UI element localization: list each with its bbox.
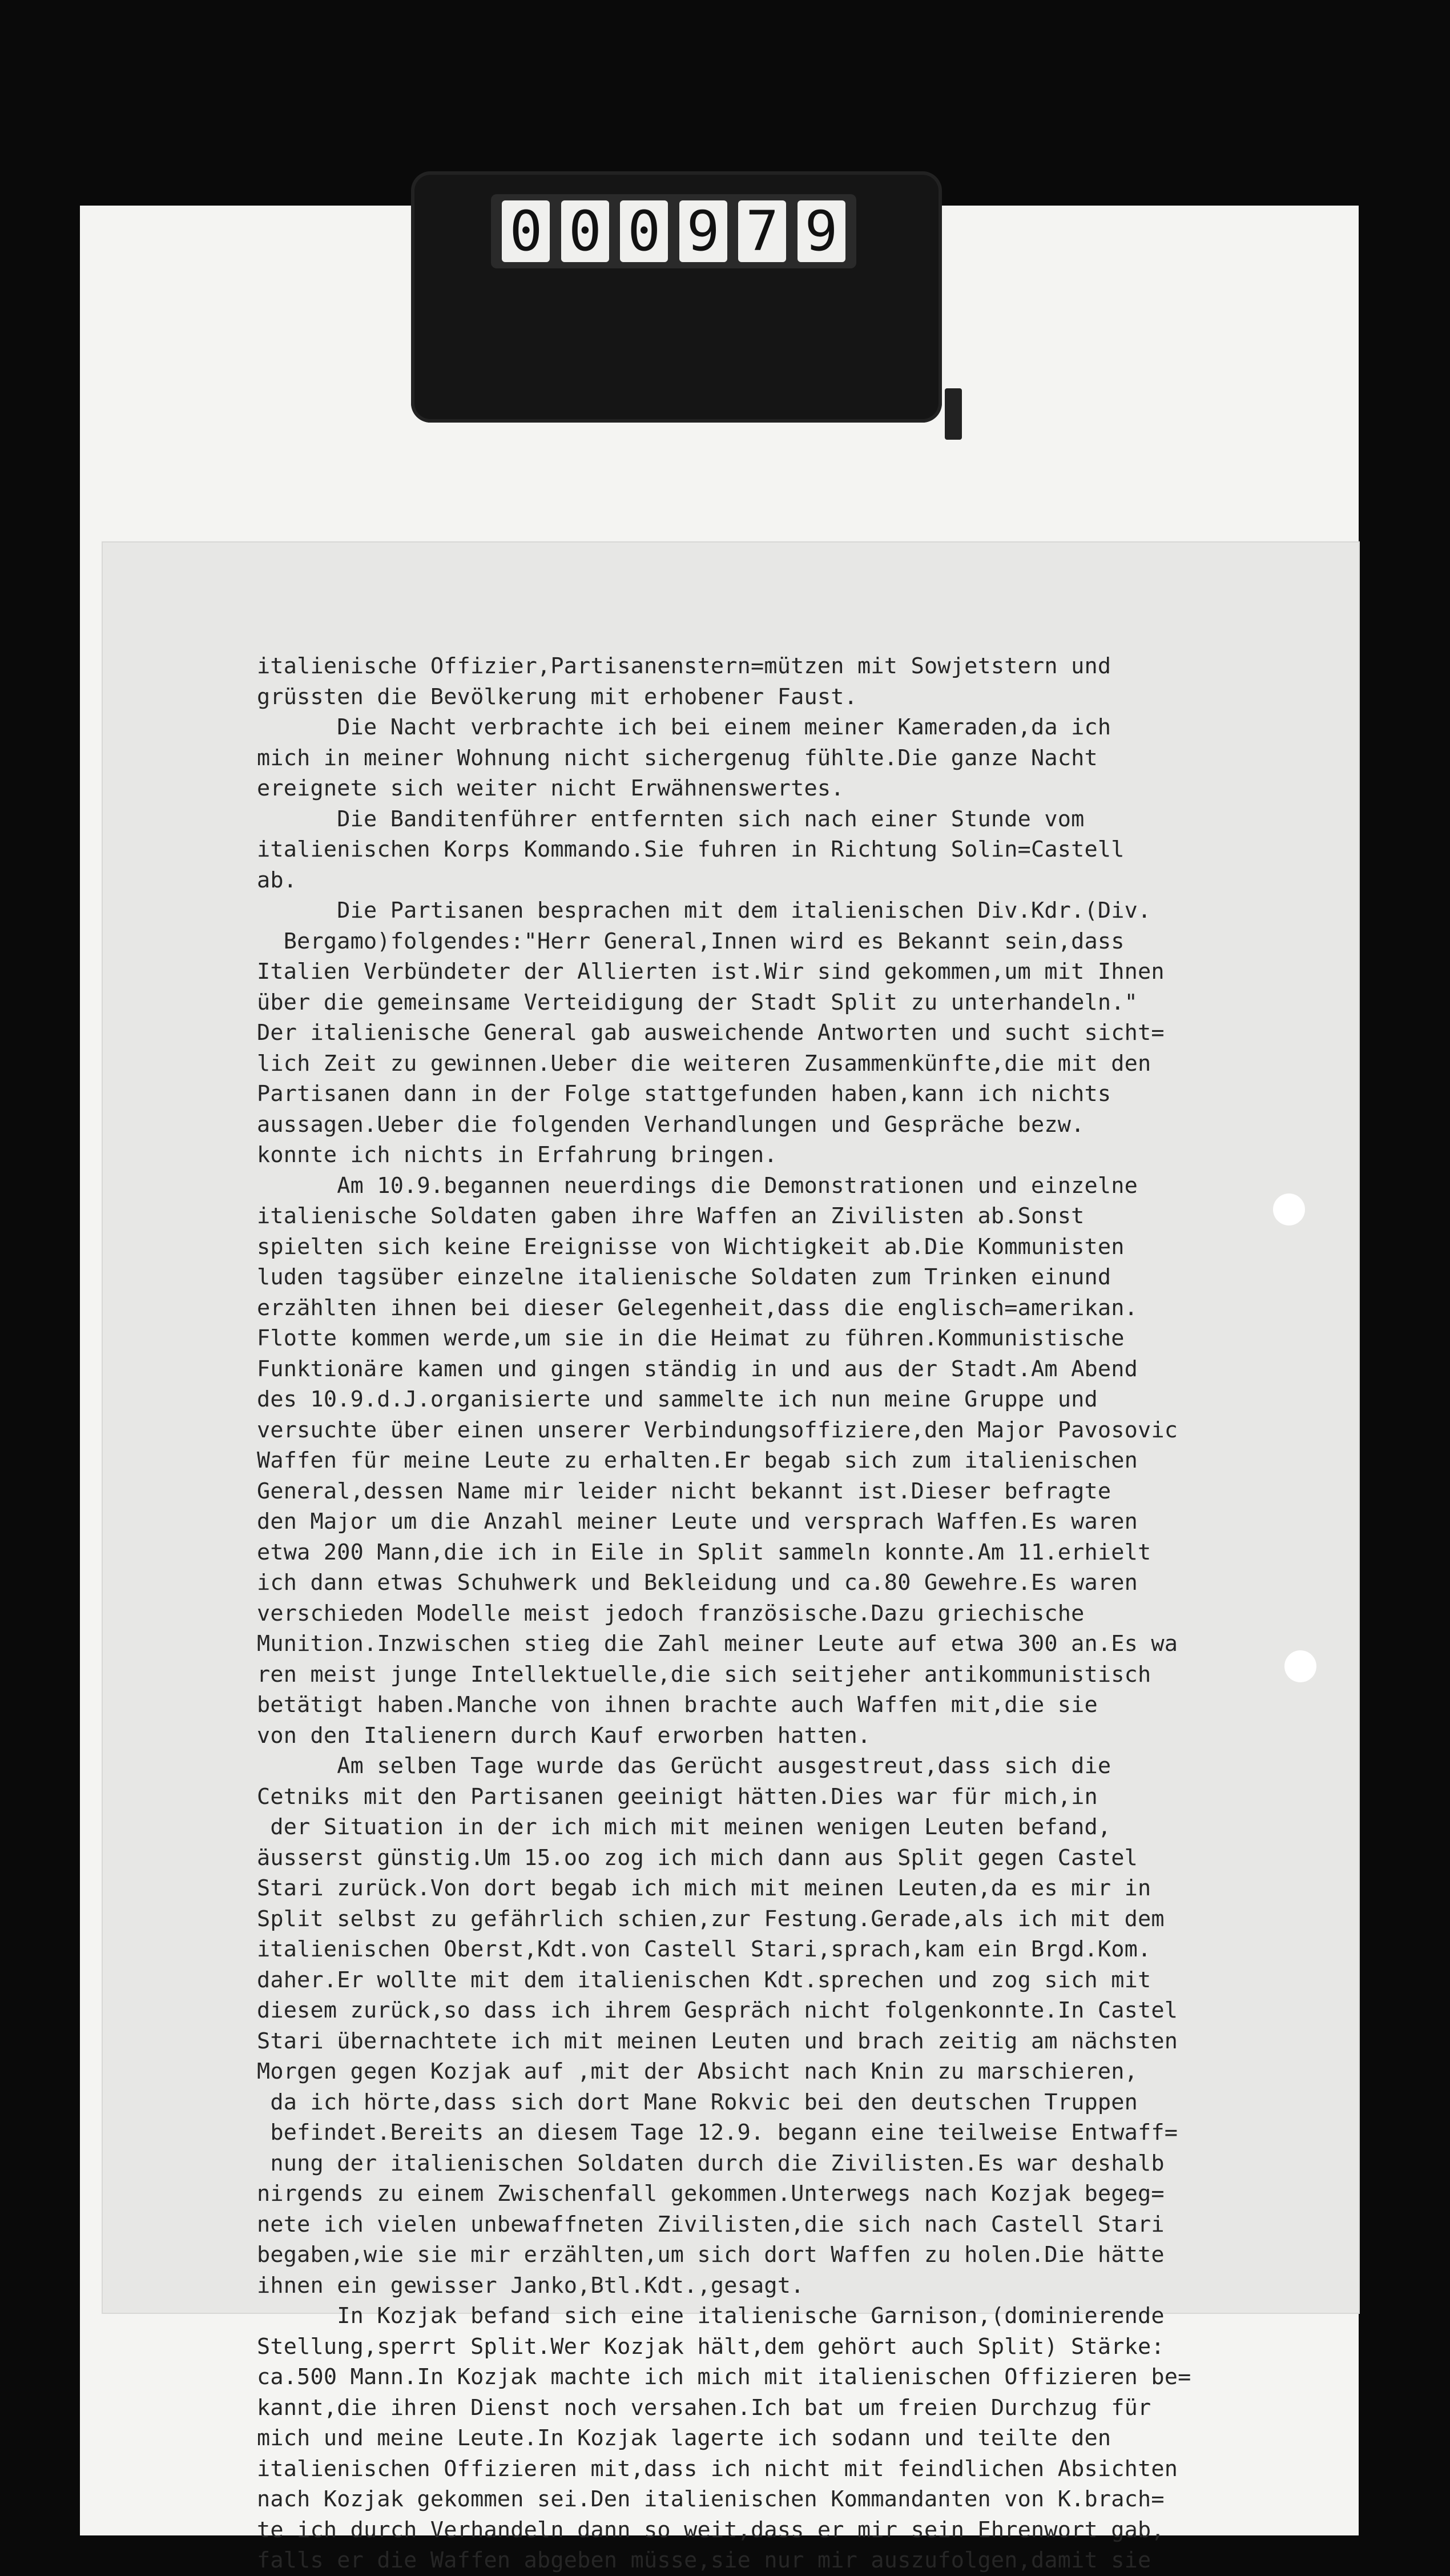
text-line: ab. — [257, 867, 297, 893]
text-line: äusserst günstig.Um 15.oo zog ich mich dann aus Split gegen Castel — [257, 1844, 1138, 1871]
text-line: Munition.Inzwischen stieg die Zahl meiner Leute auf etwa 300 an.Es wa — [257, 1631, 1178, 1657]
text-line: des 10.9.d.J.organisierte und sammelte ich nun meine Gruppe und — [257, 1387, 1098, 1412]
text-line: verschieden Modelle meist jedoch französische.Dazu griechische — [257, 1600, 1085, 1626]
counter-digit: 9 — [679, 200, 727, 262]
text-line: über die gemeinsame Verteidigung der Stadt Split zu unterhandeln." — [257, 989, 1138, 1015]
text-line: etwa 200 Mann,die ich in Eile in Split sammeln konnte.Am 11.erhielt — [257, 1539, 1151, 1565]
text-line: begaben,wie sie mir erzählten,um sich dort Waffen zu holen.Die hätte — [257, 2242, 1165, 2268]
text-line: mich in meiner Wohnung nicht sichergenug fühlte.Die ganze Nacht — [257, 745, 1098, 771]
counter-digit: 0 — [561, 200, 609, 262]
text-line: Funktionäre kamen und gingen ständig in und aus der Stadt.Am Abend — [257, 1356, 1138, 1382]
counter-digit: 7 — [738, 200, 786, 262]
text-line: Die Nacht verbrachte ich bei einem meiner Kameraden,da ich — [257, 714, 1111, 740]
text-line: versuchte über einen unserer Verbindungsoffiziere,den Major Pavosovic — [257, 1417, 1178, 1443]
text-line: italienischen Korps Kommando.Sie fuhren in Richtung Solin=Castell — [257, 837, 1125, 862]
counter-digit: 9 — [798, 200, 845, 262]
text-line: Stellung,sperrt Split.Wer Kozjak hält,dem gehört auch Split) Stärke: — [257, 2333, 1165, 2360]
counter-digit: 0 — [502, 200, 550, 262]
text-line: nirgends zu einem Zwischenfall gekommen.Unterwegs nach Kozjak begeg= — [257, 2181, 1165, 2207]
text-line: Stari übernachtete ich mit meinen Leuten und brach zeitig am nächsten — [257, 2028, 1178, 2054]
typewritten-page — [103, 542, 1359, 2573]
text-line: erzählten ihnen bei dieser Gelegenheit,dass die englisch=amerikan. — [257, 1295, 1138, 1321]
text-line: italienischen Oberst,Kdt.von Castell Stari,sprach,kam ein Brgd.Kom. — [257, 1936, 1151, 1962]
text-line: Waffen für meine Leute zu erhalten.Er begab sich zum italienischen — [257, 1448, 1138, 1473]
text-line: In Kozjak befand sich eine italienische Garnison,(dominierende — [257, 2303, 1165, 2329]
text-line: den Major um die Anzahl meiner Leute und versprach Waffen.Es waren — [257, 1509, 1138, 1534]
text-line: daher.Er wollte mit dem italienischen Kdt.sprechen und zog sich mit — [257, 1967, 1151, 1993]
text-line: ca.500 Mann.In Kozjak machte ich mich mit italienischen Offizieren be= — [257, 2364, 1191, 2390]
text-line: konnte ich nichts in Erfahrung bringen. — [257, 1142, 778, 1168]
text-line: italienischen Offizieren mit,dass ich nicht mit feindlichen Absichten — [257, 2456, 1178, 2482]
text-line: Partisanen dann in der Folge stattgefunden haben,kann ich nichts — [257, 1081, 1111, 1107]
text-line: ereignete sich weiter nicht Erwähnenswertes. — [257, 775, 844, 801]
text-line: ren meist junge Intellektuelle,die sich seitjeher antikommunistisch — [257, 1661, 1151, 1687]
text-line: nung der italienischen Soldaten durch die Zivilisten.Es war deshalb — [257, 2150, 1165, 2176]
text-line: Flotte kommen werde,um sie in die Heimat zu führen.Kommunistische — [257, 1325, 1125, 1351]
frame-counter-display — [491, 194, 856, 268]
text-line: Stari zurück.Von dort begab ich mich mit meinen Leuten,da es mir in — [257, 1875, 1151, 1901]
text-line: ihnen ein gewisser Janko,Btl.Kdt.,gesagt. — [257, 2272, 804, 2298]
text-line: der Situation in der ich mich mit meinen wenigen Leuten befand, — [257, 1814, 1111, 1840]
text-line: te ich durch Verhandeln dann so weit,dass er mir sein Ehrenwort gab, — [257, 2517, 1165, 2543]
text-line: italienische Soldaten gaben ihre Waffen an Zivilisten ab.Sonst — [257, 1203, 1085, 1229]
text-line: Italien Verbündeter der Allierten ist.Wir sind gekommen,um mit Ihnen — [257, 959, 1165, 984]
text-line: Der italienische General gab ausweichende Antworten und sucht sicht= — [257, 1020, 1165, 1046]
text-line: Am 10.9.begannen neuerdings die Demonstrationen und einzelne — [257, 1172, 1138, 1199]
frame-counter-device — [411, 171, 942, 423]
text-line: ich dann etwas Schuhwerk und Bekleidung und ca.80 Gewehre.Es waren — [257, 1570, 1138, 1596]
punch-hole — [1273, 1193, 1305, 1225]
text-line: Die Banditenführer entfernten sich nach einer Stunde vom — [257, 806, 1085, 832]
text-line: Am selben Tage wurde das Gerücht ausgestreut,dass sich die — [257, 1753, 1111, 1779]
text-line: General,dessen Name mir leider nicht bekannt ist.Dieser befragte — [257, 1478, 1111, 1504]
text-line: von den Italienern durch Kauf erworben hatten. — [257, 1722, 871, 1749]
counter-knob — [945, 388, 962, 440]
text-line: spielten sich keine Ereignisse von Wichtigkeit ab.Die Kommunisten — [257, 1233, 1125, 1260]
text-line: Split selbst zu gefährlich schien,zur Festung.Gerade,als ich mit dem — [257, 1906, 1165, 1932]
text-line: grüssten die Bevölkerung mit erhobener Faust. — [257, 684, 858, 710]
text-line: aussagen.Ueber die folgenden Verhandlungen und Gespräche bezw. — [257, 1111, 1085, 1138]
text-line: da ich hörte,dass sich dort Mane Rokvic bei den deutschen Truppen — [257, 2089, 1138, 2115]
text-line: nach Kozjak gekommen sei.Den italienischen Kommandanten von K.brach= — [257, 2486, 1165, 2512]
text-line: befindet.Bereits an diesem Tage 12.9. begann eine teilweise Entwaff= — [257, 2120, 1178, 2145]
text-line: falls er die Waffen abgeben müsse,sie nur mir auszufolgen,damit sie — [257, 2547, 1151, 2573]
text-line: mich und meine Leute.In Kozjak lagerte ich sodann und teilte den — [257, 2425, 1111, 2451]
punch-hole — [1284, 1650, 1316, 1682]
text-line: kannt,die ihren Dienst noch versahen.Ich bat um freien Durchzug für — [257, 2394, 1151, 2421]
text-line: Bergamo)folgendes:"Herr General,Innen wird es Bekannt sein,dass — [257, 928, 1125, 954]
text-line: nete ich vielen unbewaffneten Zivilisten,die sich nach Castell Stari — [257, 2211, 1165, 2237]
text-line: Cetniks mit den Partisanen geeinigt hätten.Dies war für mich,in — [257, 1783, 1098, 1810]
text-line: diesem zurück,so dass ich ihrem Gespräch nicht folgenkonnte.In Castel — [257, 1998, 1178, 2023]
text-line: luden tagsüber einzelne italienische Soldaten zum Trinken einund — [257, 1264, 1111, 1290]
text-line: betätigt haben.Manche von ihnen brachte auch Waffen mit,die sie — [257, 1692, 1098, 1718]
text-line: Die Partisanen besprachen mit dem italienischen Div.Kdr.(Div. — [257, 898, 1151, 923]
counter-digit: 0 — [620, 200, 668, 262]
text-line: italienische Offizier,Partisanenstern=mützen mit Sowjetstern und — [257, 653, 1111, 679]
text-line: Morgen gegen Kozjak auf ,mit der Absicht nach Knin zu marschieren, — [257, 2059, 1138, 2084]
page-text — [257, 651, 1342, 2576]
text-line: lich Zeit zu gewinnen.Ueber die weiteren Zusammenkünfte,die mit den — [257, 1050, 1151, 1076]
